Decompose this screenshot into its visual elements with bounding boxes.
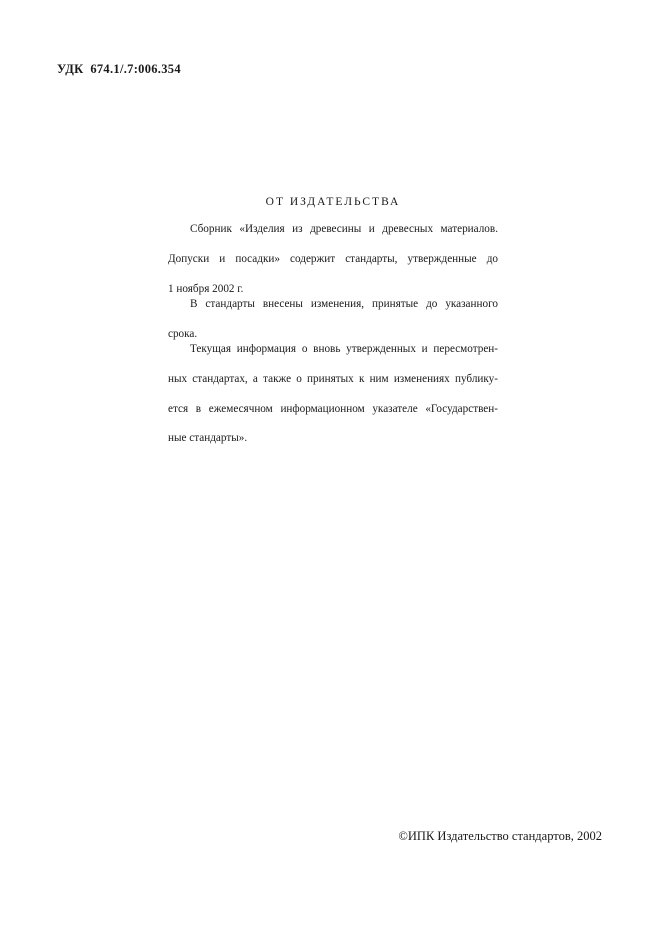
paragraph-line: ные стандарты». xyxy=(168,432,248,445)
paragraph-line: Допуски и посадки» содержит стандарты, утвержденные до xyxy=(168,252,498,265)
paragraph-3 xyxy=(168,342,498,446)
paragraph-line: Сборник «Изделия из древесины и древесных материалов. xyxy=(190,223,498,235)
document-body xyxy=(168,196,498,447)
paragraph-2 xyxy=(168,297,498,342)
paragraph-line: В стандарты внесены изменения, принятые до указанного xyxy=(190,297,498,310)
paragraph-line: Текущая информация о вновь утвержденных и пересмотрен- xyxy=(190,343,498,356)
paragraph-line: ется в ежемесячном информационном указателе «Государствен- xyxy=(168,402,498,415)
paragraph-1 xyxy=(168,222,498,296)
section-title: ОТ ИЗДАТЕЛЬСТВА xyxy=(265,196,401,208)
paragraph-line: ных стандартах, а также о принятых к ним изменениях публику- xyxy=(168,372,498,385)
publisher-copyright: ©ИПК Издательство стандартов, 2002 xyxy=(398,829,602,843)
paragraph-line: 1 ноября 2002 г. xyxy=(168,282,244,295)
udk-code: УДК 674.1/.7:006.354 xyxy=(57,62,181,76)
paragraph-line: срока. xyxy=(168,327,198,340)
